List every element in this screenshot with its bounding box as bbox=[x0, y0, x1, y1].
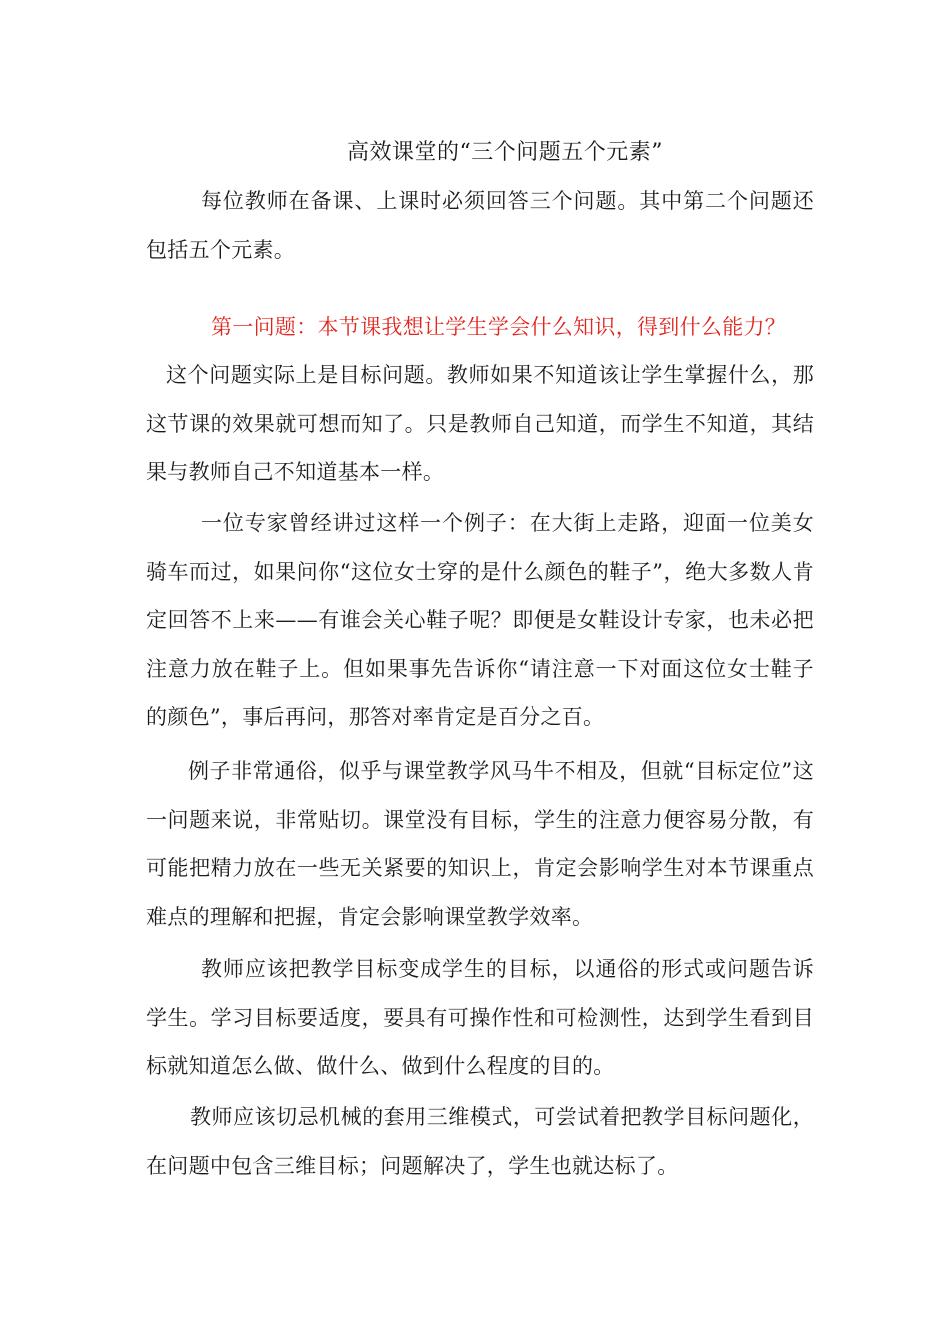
body-paragraph-5: 教师应该切忌机械的套用三维模式，可尝试着把教学目标问题化，在问题中包含三维目标；问题解决了，学生也就达标了。 bbox=[146, 1105, 814, 1178]
body-paragraph-4: 教师应该把教学目标变成学生的目标，以通俗的形式或问题告诉学生。学习目标要适度，要具有可操作性和可检测性，达到学生看到目标就知道怎么做、做什么、做到什么程度的目的。 bbox=[146, 957, 814, 1078]
document-title: 高效课堂的“三个问题五个元素” bbox=[347, 140, 663, 165]
intro-paragraph: 每位教师在备课、上课时必须回答三个问题。其中第二个问题还包括五个元素。 bbox=[146, 189, 814, 262]
question-1-heading: 第一问题：本节课我想让学生学会什么知识，得到什么能力？ bbox=[211, 315, 787, 339]
body-paragraph-3: 例子非常通俗，似乎与课堂教学风马牛不相及，但就“目标定位”这一问题来说，非常贴切。课堂没有目标，学生的注意力便容易分散，有可能把精力放在一些无关紧要的知识上，肯定会影响学生对本节课重点难点的理解和把握，肯定会影响课堂教学效率。 bbox=[146, 759, 814, 929]
body-paragraph-1: 这个问题实际上是目标问题。教师如果不知道该让学生掌握什么，那这节课的效果就可想而知了。只是教师自己知道，而学生不知道，其结果与教师自己不知道基本一样。 bbox=[146, 363, 814, 484]
body-paragraph-2: 一位专家曾经讲过这样一个例子：在大街上走路，迎面一位美女骑车而过，如果问你“这位女士穿的是什么颜色的鞋子”，绝大多数人肯定回答不上来——有谁会关心鞋子呢？即便是女鞋设计专家，也未必把注意力放在鞋子上。但如果事先告诉你“请注意一下对面这位女士鞋子的颜色”，事后再问，那答对率肯定是百分之百。 bbox=[146, 511, 814, 729]
